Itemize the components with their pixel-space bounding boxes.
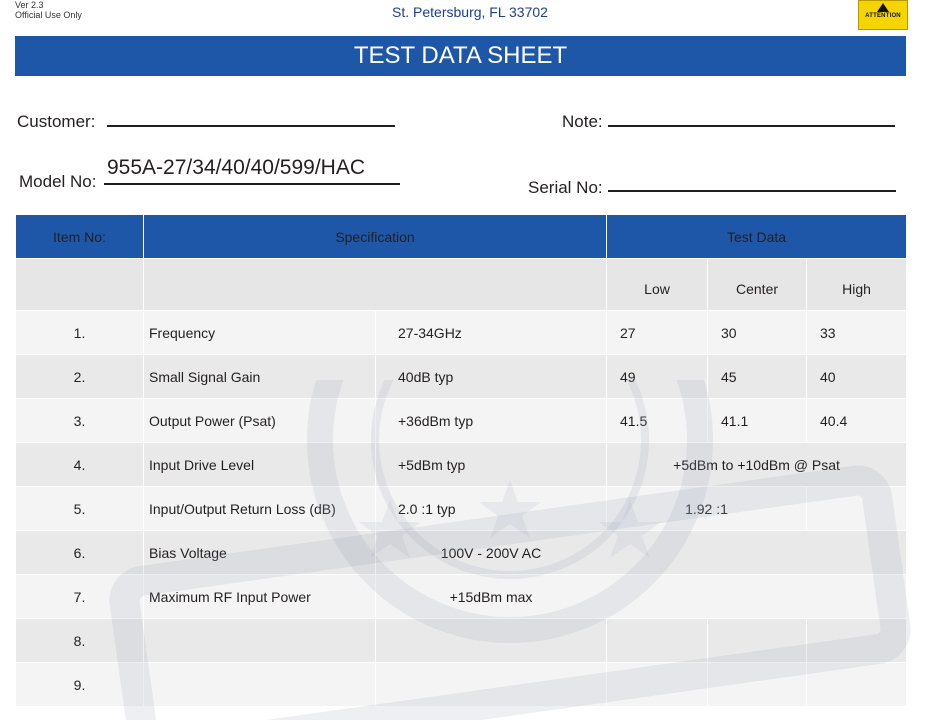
test-data-header: Test Data bbox=[607, 215, 907, 259]
combined-value: +15dBm max bbox=[376, 575, 907, 619]
parameter-name: Frequency bbox=[144, 311, 376, 355]
model-value: 955A-27/34/40/40/599/HAC bbox=[107, 156, 366, 179]
table-row bbox=[16, 575, 907, 619]
spec-value: 2.0 :1 typ bbox=[376, 487, 607, 531]
low-value: 41.5 bbox=[607, 399, 708, 443]
subheader-blank bbox=[144, 259, 607, 311]
serial-field[interactable] bbox=[608, 190, 896, 192]
empty-cell bbox=[807, 663, 907, 707]
company-address: St. Petersburg, FL 33702 bbox=[392, 4, 548, 20]
empty-cell bbox=[807, 487, 907, 531]
table-row bbox=[16, 487, 907, 531]
empty-cell bbox=[607, 663, 708, 707]
high-header: High bbox=[807, 259, 907, 311]
parameter-name: Input/Output Return Loss (dB) bbox=[144, 487, 376, 531]
combined-value: 100V - 200V AC bbox=[376, 531, 907, 575]
empty-cell bbox=[807, 619, 907, 663]
parameter-name: Maximum RF Input Power bbox=[144, 575, 376, 619]
item-number: 6. bbox=[16, 531, 144, 575]
high-value: 40.4 bbox=[807, 399, 907, 443]
esd-warning-label bbox=[858, 0, 908, 30]
table-subheader-row bbox=[16, 259, 907, 311]
page-title: TEST DATA SHEET bbox=[15, 36, 906, 76]
parameter-name: Bias Voltage bbox=[144, 531, 376, 575]
parameter-name: Small Signal Gain bbox=[144, 355, 376, 399]
table-row bbox=[16, 355, 907, 399]
item-number: 4. bbox=[16, 443, 144, 487]
spec-value: 27-34GHz bbox=[376, 311, 607, 355]
center-header: Center bbox=[708, 259, 807, 311]
measured-value: 1.92 :1 bbox=[607, 487, 807, 531]
model-label: Model No: bbox=[19, 172, 97, 191]
measured-range: +5dBm to +10dBm @ Psat bbox=[607, 443, 907, 487]
note-label: Note: bbox=[562, 112, 603, 131]
item-number: 2. bbox=[16, 355, 144, 399]
note-field[interactable] bbox=[608, 125, 895, 127]
center-value: 41.1 bbox=[708, 399, 807, 443]
customer-label: Customer: bbox=[17, 112, 96, 131]
item-number: 5. bbox=[16, 487, 144, 531]
parameter-name: Input Drive Level bbox=[144, 443, 376, 487]
low-value: 27 bbox=[607, 311, 708, 355]
table-row bbox=[16, 663, 907, 707]
parameter-name: Output Power (Psat) bbox=[144, 399, 376, 443]
high-value: 33 bbox=[807, 311, 907, 355]
item-number: 7. bbox=[16, 575, 144, 619]
item-no-header: Item No: bbox=[16, 215, 144, 259]
spec-value: +5dBm typ bbox=[376, 443, 607, 487]
table-row bbox=[16, 399, 907, 443]
low-header: Low bbox=[607, 259, 708, 311]
spec-value: +36dBm typ bbox=[376, 399, 607, 443]
table-row bbox=[16, 531, 907, 575]
empty-cell bbox=[144, 663, 376, 707]
table-row bbox=[16, 443, 907, 487]
high-value: 40 bbox=[807, 355, 907, 399]
usage-text: Official Use Only bbox=[15, 10, 82, 20]
model-field-line bbox=[104, 183, 400, 185]
empty-cell bbox=[376, 619, 607, 663]
table-row bbox=[16, 619, 907, 663]
subheader-blank bbox=[16, 259, 144, 311]
test-data-table bbox=[15, 214, 907, 707]
spec-value: 40dB typ bbox=[376, 355, 607, 399]
specification-header: Specification bbox=[144, 215, 607, 259]
item-number: 9. bbox=[16, 663, 144, 707]
center-value: 45 bbox=[708, 355, 807, 399]
empty-cell bbox=[144, 619, 376, 663]
empty-cell bbox=[708, 663, 807, 707]
customer-field[interactable] bbox=[107, 125, 395, 127]
esd-label-text: ATTENTION bbox=[865, 13, 901, 19]
table-row bbox=[16, 311, 907, 355]
serial-label: Serial No: bbox=[528, 178, 603, 197]
item-number: 3. bbox=[16, 399, 144, 443]
empty-cell bbox=[376, 663, 607, 707]
table-header-row bbox=[16, 215, 907, 259]
item-number: 8. bbox=[16, 619, 144, 663]
center-value: 30 bbox=[708, 311, 807, 355]
low-value: 49 bbox=[607, 355, 708, 399]
empty-cell bbox=[708, 619, 807, 663]
item-number: 1. bbox=[16, 311, 144, 355]
empty-cell bbox=[607, 619, 708, 663]
version-text: Ver 2.3 bbox=[15, 0, 44, 10]
